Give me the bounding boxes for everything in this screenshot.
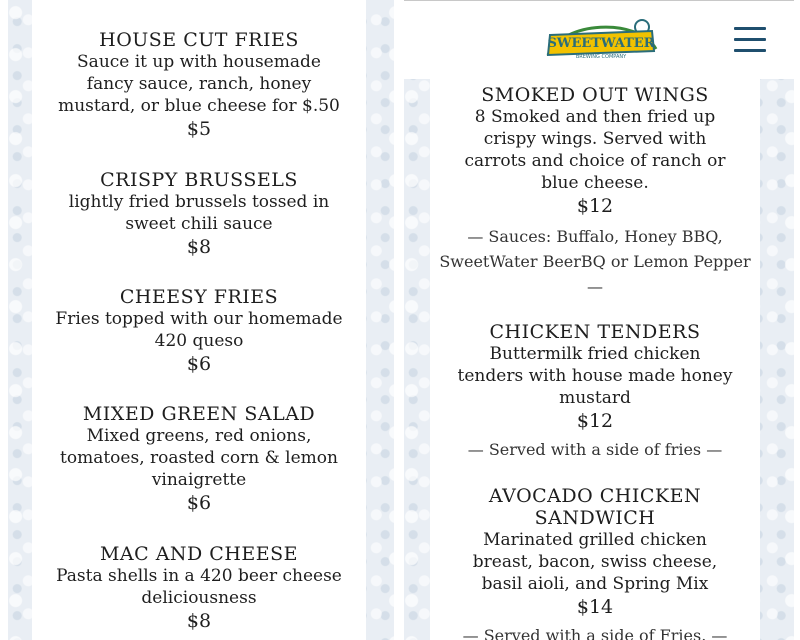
menu-item-desc-line: Marinated grilled chicken — [483, 530, 707, 550]
menu-item-desc-line: sweet chili sauce — [125, 214, 273, 234]
menu-item-name: HOUSE CUT FRIES — [99, 29, 299, 51]
menu-item-desc-line: tomatoes, roasted corn & lemon — [60, 448, 338, 468]
menu-item-price: $14 — [576, 596, 614, 618]
menu-item-note-line: — Sauces: Buffalo, Honey BBQ, — [467, 227, 723, 246]
menu-item-name: AVOCADO CHICKEN SANDWICH — [488, 485, 702, 529]
left-menu-column — [32, 0, 366, 640]
menu-item-desc-line: fancy sauce, ranch, honey — [86, 74, 312, 94]
menu-item-price: $8 — [186, 236, 212, 258]
right-menu-panel — [404, 0, 794, 640]
site-header — [404, 0, 794, 79]
menu-item-desc-line: Sauce it up with housemade — [77, 52, 321, 72]
menu-item-desc-line: mustard, or blue cheese for $.50 — [58, 96, 340, 116]
menu-item-desc-line: carrots and choice of ranch or — [464, 151, 726, 171]
menu-item-price: $6 — [186, 353, 212, 375]
hamburger-line — [734, 38, 766, 41]
hamburger-line — [734, 49, 766, 52]
menu-item-mac-and-cheese — [32, 543, 366, 633]
menu-item-price: $12 — [576, 410, 614, 432]
menu-item-name: MAC AND CHEESE — [99, 543, 299, 565]
menu-item-price: $8 — [186, 610, 212, 632]
menu-item-desc-line: basil aioli, and Spring Mix — [481, 574, 709, 594]
menu-item-mixed-green-salad — [32, 403, 366, 515]
menu-item-price: $6 — [186, 492, 212, 514]
menu-item-name: CHICKEN TENDERS — [489, 321, 701, 343]
menu-item-name: CRISPY BRUSSELS — [100, 169, 298, 191]
menu-item-desc-line: mustard — [559, 388, 631, 408]
menu-item-name: CHEESY FRIES — [119, 286, 279, 308]
menu-item-note-line: SweetWater BeerBQ or Lemon Pepper — [439, 252, 751, 271]
menu-item-price: $12 — [576, 195, 614, 217]
menu-item-desc-line: Pasta shells in a 420 beer cheese — [56, 566, 342, 586]
left-menu-panel — [8, 0, 394, 640]
menu-item-desc-line: breast, bacon, swiss cheese, — [472, 552, 718, 572]
menu-item-chicken-tenders — [430, 321, 760, 462]
menu-item-desc-line: 420 queso — [154, 331, 244, 351]
menu-item-desc-line: Mixed greens, red onions, — [86, 426, 312, 446]
logo-text: SWEETWATER — [547, 36, 655, 51]
menu-item-desc-line: crispy wings. Served with — [483, 129, 707, 149]
menu-item-name: MIXED GREEN SALAD — [82, 403, 316, 425]
right-menu-column — [430, 78, 760, 640]
menu-item-desc-line: Buttermilk fried chicken — [489, 344, 701, 364]
hamburger-icon[interactable] — [734, 27, 766, 53]
hamburger-line — [734, 27, 766, 30]
menu-item-note-line: — Served with a side of fries — — [467, 440, 723, 459]
logo-subtext: BREWING COMPANY — [575, 54, 627, 60]
menu-item-crispy-brussels — [32, 169, 366, 259]
menu-item-desc-line: lightly fried brussels tossed in — [68, 192, 330, 212]
menu-item-name: SMOKED OUT WINGS — [481, 84, 709, 106]
menu-item-cheesy-fries — [32, 286, 366, 376]
menu-item-desc-line: Fries topped with our homemade — [55, 309, 343, 329]
menu-item-desc-line: 8 Smoked and then fried up — [474, 107, 716, 127]
sweetwater-logo[interactable] — [540, 11, 662, 69]
menu-item-desc-line: vinaigrette — [151, 470, 247, 490]
menu-item-desc-line: deliciousness — [141, 588, 257, 608]
menu-item-house-cut-fries — [32, 29, 366, 141]
menu-item-price: $5 — [186, 118, 212, 140]
menu-item-avocado-chicken-sandwich — [430, 485, 760, 640]
menu-item-desc-line: blue cheese. — [541, 173, 649, 193]
menu-item-desc-line: tenders with house made honey — [457, 366, 733, 386]
menu-item-note-line: — Served with a side of Fries. — — [462, 626, 728, 640]
menu-item-note-line: — — [587, 277, 603, 296]
menu-item-smoked-out-wings — [430, 84, 760, 299]
